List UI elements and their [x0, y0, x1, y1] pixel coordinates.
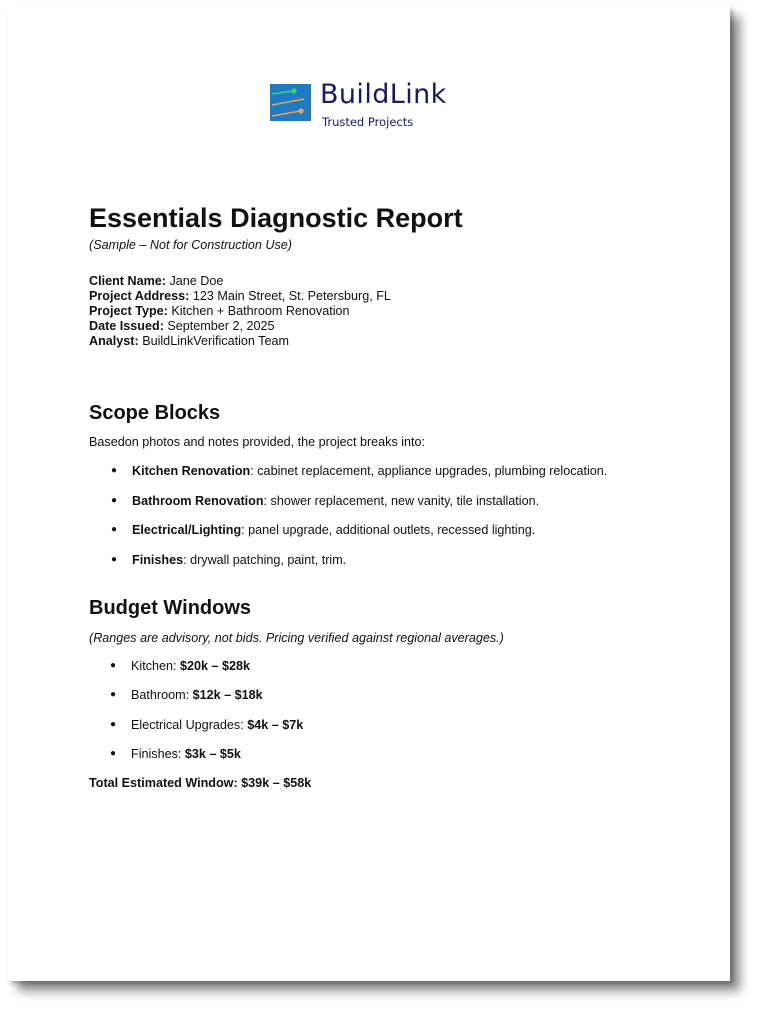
meta-value: September 2, 2025	[167, 319, 275, 333]
meta-value: Jane Doe	[169, 274, 224, 288]
budget-item-range: $12k – $18k	[192, 688, 263, 702]
meta-label: Project Type:	[89, 304, 168, 318]
project-meta	[89, 274, 709, 349]
list-item	[89, 717, 709, 733]
budget-total: Total Estimated Window: $39k – $58k	[89, 776, 312, 790]
budget-item-label: Finishes:	[131, 747, 185, 761]
list-item	[89, 522, 709, 538]
budget-item-range: $3k – $5k	[184, 747, 241, 761]
scope-item-name: Kitchen Renovation	[132, 464, 251, 478]
list-item	[89, 746, 709, 762]
scope-intro: Basedon photos and notes provided, the project breaks into:	[89, 435, 426, 449]
scope-item-detail: : panel upgrade, additional outlets, recessed lighting.	[241, 523, 536, 537]
scope-item-detail: : drywall patching, paint, trim.	[183, 552, 347, 567]
list-item	[89, 493, 709, 509]
list-item	[89, 552, 709, 568]
report-subtitle: (Sample – Not for Construction Use)	[89, 238, 292, 252]
budget-item-label: Electrical Upgrades:	[131, 717, 248, 732]
meta-value: BuildLinkVerification Team	[142, 334, 289, 348]
scope-heading: Scope Blocks	[89, 402, 221, 424]
list-item	[89, 463, 709, 479]
report-title: Essentials Diagnostic Report	[89, 203, 463, 233]
document-page	[8, 6, 730, 981]
scope-list	[89, 463, 709, 568]
meta-label: Client Name:	[89, 274, 166, 288]
buildlink-logo	[270, 79, 470, 132]
scope-item-name: Finishes	[132, 552, 184, 567]
budget-item-range: $4k – $7k	[247, 717, 304, 732]
list-item	[89, 687, 709, 703]
meta-address	[89, 289, 709, 304]
meta-analyst	[89, 334, 709, 349]
budget-item-label: Kitchen:	[131, 658, 181, 673]
report-content	[89, 200, 709, 791]
meta-label: Project Address:	[89, 289, 190, 303]
meta-label: Analyst:	[89, 334, 139, 348]
budget-item-range: $20k – $28k	[180, 658, 251, 673]
list-item	[89, 658, 709, 674]
scope-item-name: Electrical/Lighting	[132, 523, 242, 537]
budget-list	[89, 658, 709, 763]
meta-date-issued	[89, 319, 709, 334]
logo-tagline: Trusted Projects	[322, 115, 414, 129]
scope-item-name: Bathroom Renovation	[132, 493, 264, 508]
logo-name: BuildLink	[320, 79, 447, 110]
buildlink-logo-mark-icon	[270, 84, 311, 121]
meta-project-type	[89, 304, 709, 319]
meta-label: Date Issued:	[89, 319, 164, 333]
meta-client	[89, 274, 709, 289]
budget-item-label: Bathroom:	[131, 688, 193, 702]
budget-heading: Budget Windows	[89, 596, 252, 619]
meta-value: Kitchen + Bathroom Renovation	[171, 304, 350, 318]
scope-item-detail: : shower replacement, new vanity, tile installation.	[263, 493, 540, 508]
scope-item-detail: : cabinet replacement, appliance upgrades, plumbing relocation.	[250, 464, 608, 478]
budget-note: (Ranges are advisory, not bids. Pricing verified against regional averages.)	[89, 630, 504, 645]
meta-value: 123 Main Street, St. Petersburg, FL	[192, 289, 391, 303]
